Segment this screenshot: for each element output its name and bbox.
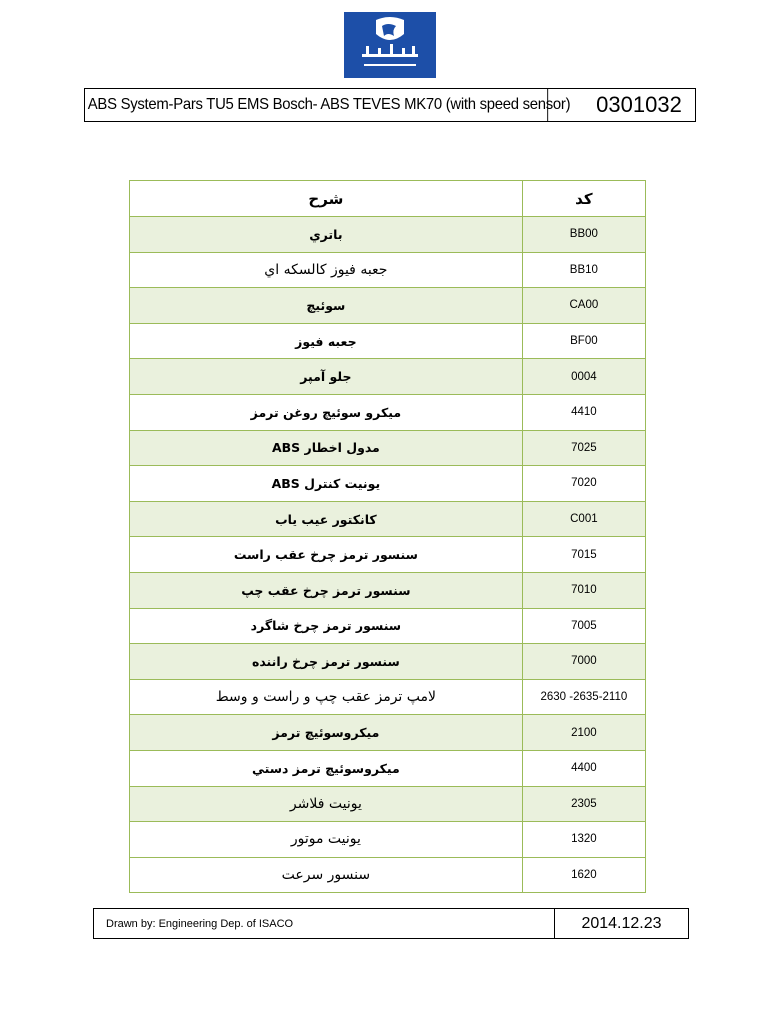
table-row xyxy=(130,537,646,573)
table-row xyxy=(130,359,646,395)
row-description: يونيت كنترل ABS xyxy=(130,466,523,502)
table-row xyxy=(130,679,646,715)
row-description: ميكرو سوئيچ روغن ترمز xyxy=(130,394,523,430)
table-row xyxy=(130,608,646,644)
table-row xyxy=(130,252,646,288)
row-code: BB00 xyxy=(522,217,645,253)
row-description: یونیت فلاشر xyxy=(130,786,523,822)
column-header-description: شرح xyxy=(130,181,523,217)
table-row xyxy=(130,217,646,253)
row-description: جعبه فيوز xyxy=(130,323,523,359)
row-code: BB10 xyxy=(522,252,645,288)
row-code: 7010 xyxy=(522,572,645,608)
document-code: 0301032 xyxy=(596,92,682,117)
table-row xyxy=(130,822,646,858)
row-description: ميكروسوئيچ ترمز xyxy=(130,715,523,751)
row-description: سوئيچ xyxy=(130,288,523,324)
table-row xyxy=(130,644,646,680)
table-row xyxy=(130,394,646,430)
row-code: C001 xyxy=(522,501,645,537)
row-description: سنسور ترمز چرخ عقب راست xyxy=(130,537,523,573)
row-code: 0004 xyxy=(522,359,645,395)
table-row xyxy=(130,750,646,786)
table-header-row xyxy=(130,181,646,217)
row-description: مدول اخطار ABS xyxy=(130,430,523,466)
row-code: 4410 xyxy=(522,394,645,430)
table-row xyxy=(130,430,646,466)
table-row xyxy=(130,786,646,822)
row-code: 7015 xyxy=(522,537,645,573)
parts-table xyxy=(129,180,646,893)
row-description: یونیت موتور xyxy=(130,822,523,858)
document-date: 2014.12.23 xyxy=(581,914,662,932)
table-row xyxy=(130,323,646,359)
row-description: ميكروسوئيچ ترمز دستي xyxy=(130,750,523,786)
table-row xyxy=(130,466,646,502)
row-code: CA00 xyxy=(522,288,645,324)
table-row xyxy=(130,501,646,537)
row-code: BF00 xyxy=(522,323,645,359)
row-code: 2305 xyxy=(522,786,645,822)
table-row xyxy=(130,857,646,893)
row-description: لامپ ترمز عقب چپ و راست و وسط xyxy=(130,679,523,715)
row-description: سنسور ترمز چرخ راننده xyxy=(130,644,523,680)
row-description: باتري xyxy=(130,217,523,253)
row-description: جعبه فيوز كالسكه اي xyxy=(130,252,523,288)
row-code: 4400 xyxy=(522,750,645,786)
drawn-by: Drawn by: Engineering Dep. of ISACO xyxy=(94,909,555,938)
table-row xyxy=(130,715,646,751)
row-code: 2630 -2635-2110 xyxy=(522,679,645,715)
column-header-code: کد xyxy=(522,181,645,217)
row-description: سنسور ترمز چرخ شاگرد xyxy=(130,608,523,644)
isaco-logo-mark xyxy=(344,12,436,78)
isaco-logo xyxy=(344,12,436,78)
row-code: 2100 xyxy=(522,715,645,751)
table-row xyxy=(130,288,646,324)
row-code: 7000 xyxy=(522,644,645,680)
row-code: 1320 xyxy=(522,822,645,858)
row-code: 7005 xyxy=(522,608,645,644)
row-description: سنسور سرعت xyxy=(130,857,523,893)
row-code: 7025 xyxy=(522,430,645,466)
row-code: 7020 xyxy=(522,466,645,502)
row-description: كانكتور عيب ياب xyxy=(130,501,523,537)
document-header xyxy=(84,88,696,122)
table-row xyxy=(130,572,646,608)
row-description: جلو آمپر xyxy=(130,359,523,395)
row-description: سنسور ترمز چرخ عقب چپ xyxy=(130,572,523,608)
document-footer xyxy=(93,908,689,939)
row-code: 1620 xyxy=(522,857,645,893)
document-title: ABS System-Pars TU5 EMS Bosch- ABS TEVES MK70 (with speed sensor) xyxy=(85,89,548,121)
